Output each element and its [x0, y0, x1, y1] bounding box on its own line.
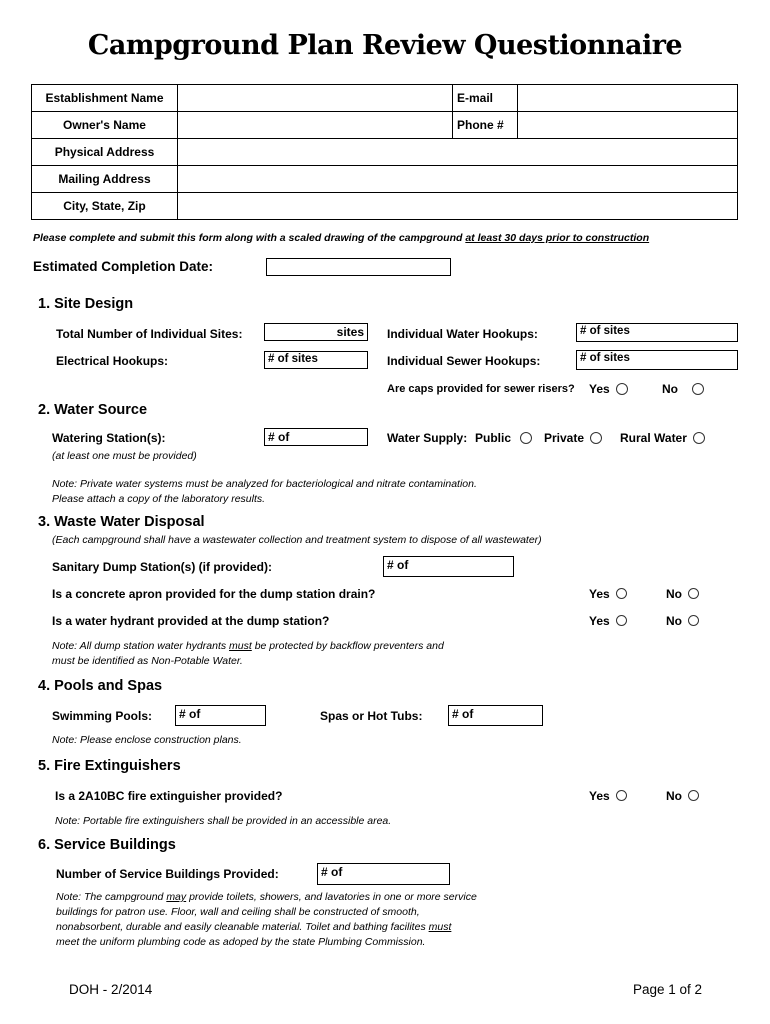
city-state-zip-field[interactable]: [178, 193, 738, 220]
service-heading: 6. Service Buildings: [38, 837, 176, 853]
apron-yes-radio-icon[interactable]: [616, 588, 627, 599]
water-supply-rural-option[interactable]: [620, 431, 705, 445]
dump-station-label: Sanitary Dump Station(s) (if provided):: [52, 560, 273, 574]
sewer-hookups-label: Individual Sewer Hookups:: [387, 354, 541, 368]
waste-note-line1: [52, 639, 444, 654]
mailing-address-label: Mailing Address: [32, 166, 178, 193]
spas-label: Spas or Hot Tubs:: [320, 709, 423, 723]
waste-note-must: must: [229, 640, 252, 652]
water-note-line2: Please attach a copy of the laboratory results.: [52, 493, 266, 505]
apron-no-label: No: [666, 587, 682, 601]
instruction-text: Please complete and submit this form along with a scaled drawing of the campground: [33, 232, 466, 244]
public-label: Public: [475, 431, 512, 445]
waste-note-1a: Note: All dump station water hydrants: [52, 640, 230, 652]
fire-question: Is a 2A10BC fire extinguisher provided?: [55, 789, 283, 803]
private-radio-icon[interactable]: [590, 432, 602, 444]
water-source-heading: 2. Water Source: [38, 402, 148, 418]
rural-radio-icon[interactable]: [693, 432, 705, 444]
hydrant-yes-label: Yes: [589, 614, 610, 628]
mailing-address-field[interactable]: [178, 166, 738, 193]
hydrant-no-option[interactable]: [666, 614, 699, 628]
water-supply-private-option[interactable]: [544, 431, 602, 445]
caps-question: Are caps provided for sewer risers?: [387, 383, 575, 395]
fire-yes-label: Yes: [589, 789, 610, 803]
service-note-may: may: [166, 891, 187, 903]
caps-yes-label: Yes: [589, 382, 610, 396]
at-least-note: (at least one must be provided): [52, 450, 197, 462]
instruction-deadline: at least 30 days prior to construction: [465, 232, 650, 244]
water-hookups-label: Individual Water Hookups:: [387, 327, 538, 341]
pools-heading: 4. Pools and Spas: [38, 678, 163, 694]
service-note-line3: [56, 920, 477, 935]
owners-name-field[interactable]: [178, 112, 453, 139]
water-supply-label: Water Supply:: [387, 431, 468, 445]
sewer-hookups-field[interactable]: # of sites: [576, 350, 738, 370]
water-hookups-field[interactable]: # of sites: [576, 323, 738, 342]
footer-page-number: Page 1 of 2: [633, 982, 703, 997]
waste-note-1c: be protected by backflow preventers and: [251, 640, 444, 652]
waste-water-heading: 3. Waste Water Disposal: [38, 514, 205, 530]
service-count-field[interactable]: # of: [317, 863, 450, 885]
phone-field[interactable]: [518, 112, 738, 139]
service-note-line4: meet the uniform plumbing code as adoped by the state Plumbing Commission.: [56, 936, 426, 948]
service-note-3a: nonabsorbent, durable and easily cleanable material. Toilet and bathing facilites: [56, 921, 429, 933]
hydrant-no-label: No: [666, 614, 682, 628]
rural-label: Rural Water: [620, 431, 687, 445]
service-note-1c: provide toilets, showers, and lavatories in one or more service: [186, 891, 477, 903]
service-count-label: Number of Service Buildings Provided:: [56, 867, 279, 881]
water-note-line1: Note: Private water systems must be analyzed for bacteriological and nitrate contamination.: [52, 478, 477, 490]
watering-stations-field[interactable]: # of: [264, 428, 368, 446]
apron-no-radio-icon[interactable]: [688, 588, 699, 599]
caps-no-label: No: [662, 382, 678, 396]
city-state-zip-label: City, State, Zip: [32, 193, 178, 220]
apron-question: Is a concrete apron provided for the dump station drain?: [52, 587, 376, 601]
email-label: E-mail: [453, 85, 518, 112]
electrical-hookups-label: Electrical Hookups:: [56, 354, 169, 368]
pools-note: Note: Please enclose construction plans.: [52, 734, 242, 746]
hydrant-no-radio-icon[interactable]: [688, 615, 699, 626]
swimming-pools-field[interactable]: # of: [175, 705, 266, 726]
establishment-name-field[interactable]: [178, 85, 453, 112]
service-note-line2: buildings for patron use. Floor, wall and ceiling shall be constructed of smooth,: [56, 906, 420, 918]
hydrant-yes-option[interactable]: [589, 614, 627, 628]
public-radio-icon[interactable]: [520, 432, 532, 444]
waste-water-subtitle: (Each campground shall have a wastewater collection and treatment system to dispose of all wastewater): [52, 534, 542, 546]
footer-doc-id: DOH - 2/2014: [69, 982, 153, 997]
caps-yes-option[interactable]: [589, 382, 628, 396]
electrical-hookups-field[interactable]: # of sites: [264, 351, 368, 369]
private-label: Private: [544, 431, 585, 445]
total-sites-field[interactable]: [264, 323, 368, 341]
physical-address-label: Physical Address: [32, 139, 178, 166]
site-design-heading: 1. Site Design: [38, 296, 134, 312]
hydrant-question: Is a water hydrant provided at the dump station?: [52, 614, 330, 628]
waste-water-note: [52, 639, 444, 669]
page-title: Campground Plan Review Questionnaire: [87, 30, 683, 61]
owners-name-label: Owner's Name: [32, 112, 178, 139]
apron-yes-option[interactable]: [589, 587, 627, 601]
caps-no-option[interactable]: [662, 382, 704, 396]
sites-unit: sites: [336, 325, 364, 339]
physical-address-field[interactable]: [178, 139, 738, 166]
service-note: [56, 890, 477, 950]
spas-field[interactable]: # of: [448, 705, 543, 726]
estimated-completion-field[interactable]: [266, 258, 451, 276]
service-note-must: must: [428, 921, 452, 933]
apron-no-option[interactable]: [666, 587, 699, 601]
hydrant-yes-radio-icon[interactable]: [616, 615, 627, 626]
email-field[interactable]: [518, 85, 738, 112]
fire-no-label: No: [666, 789, 682, 803]
fire-heading: 5. Fire Extinguishers: [38, 758, 181, 774]
fire-no-radio-icon[interactable]: [688, 790, 699, 801]
water-supply-public-option[interactable]: [475, 431, 532, 445]
fire-note: Note: Portable fire extinguishers shall be provided in an accessible area.: [55, 815, 392, 827]
instruction: [33, 232, 649, 244]
service-note-1a: Note: The campground: [56, 891, 167, 903]
swimming-pools-label: Swimming Pools:: [52, 709, 153, 723]
service-note-line1: [56, 890, 477, 905]
waste-note-line2: must be identified as Non-Potable Water.: [52, 655, 243, 667]
contact-info-table: [31, 84, 738, 220]
apron-yes-label: Yes: [589, 587, 610, 601]
total-sites-label: Total Number of Individual Sites:: [56, 327, 243, 341]
dump-station-field[interactable]: # of: [383, 556, 514, 577]
fire-yes-radio-icon[interactable]: [616, 790, 627, 801]
fire-no-option[interactable]: [666, 789, 699, 803]
estimated-completion-label: Estimated Completion Date:: [33, 259, 214, 274]
establishment-name-label: Establishment Name: [32, 85, 178, 112]
fire-yes-option[interactable]: [589, 789, 627, 803]
water-source-note: [52, 477, 477, 507]
phone-label: Phone #: [453, 112, 518, 139]
watering-stations-label: Watering Station(s):: [52, 431, 166, 445]
caps-yes-radio-icon[interactable]: [616, 383, 628, 395]
caps-no-radio-icon[interactable]: [692, 383, 704, 395]
